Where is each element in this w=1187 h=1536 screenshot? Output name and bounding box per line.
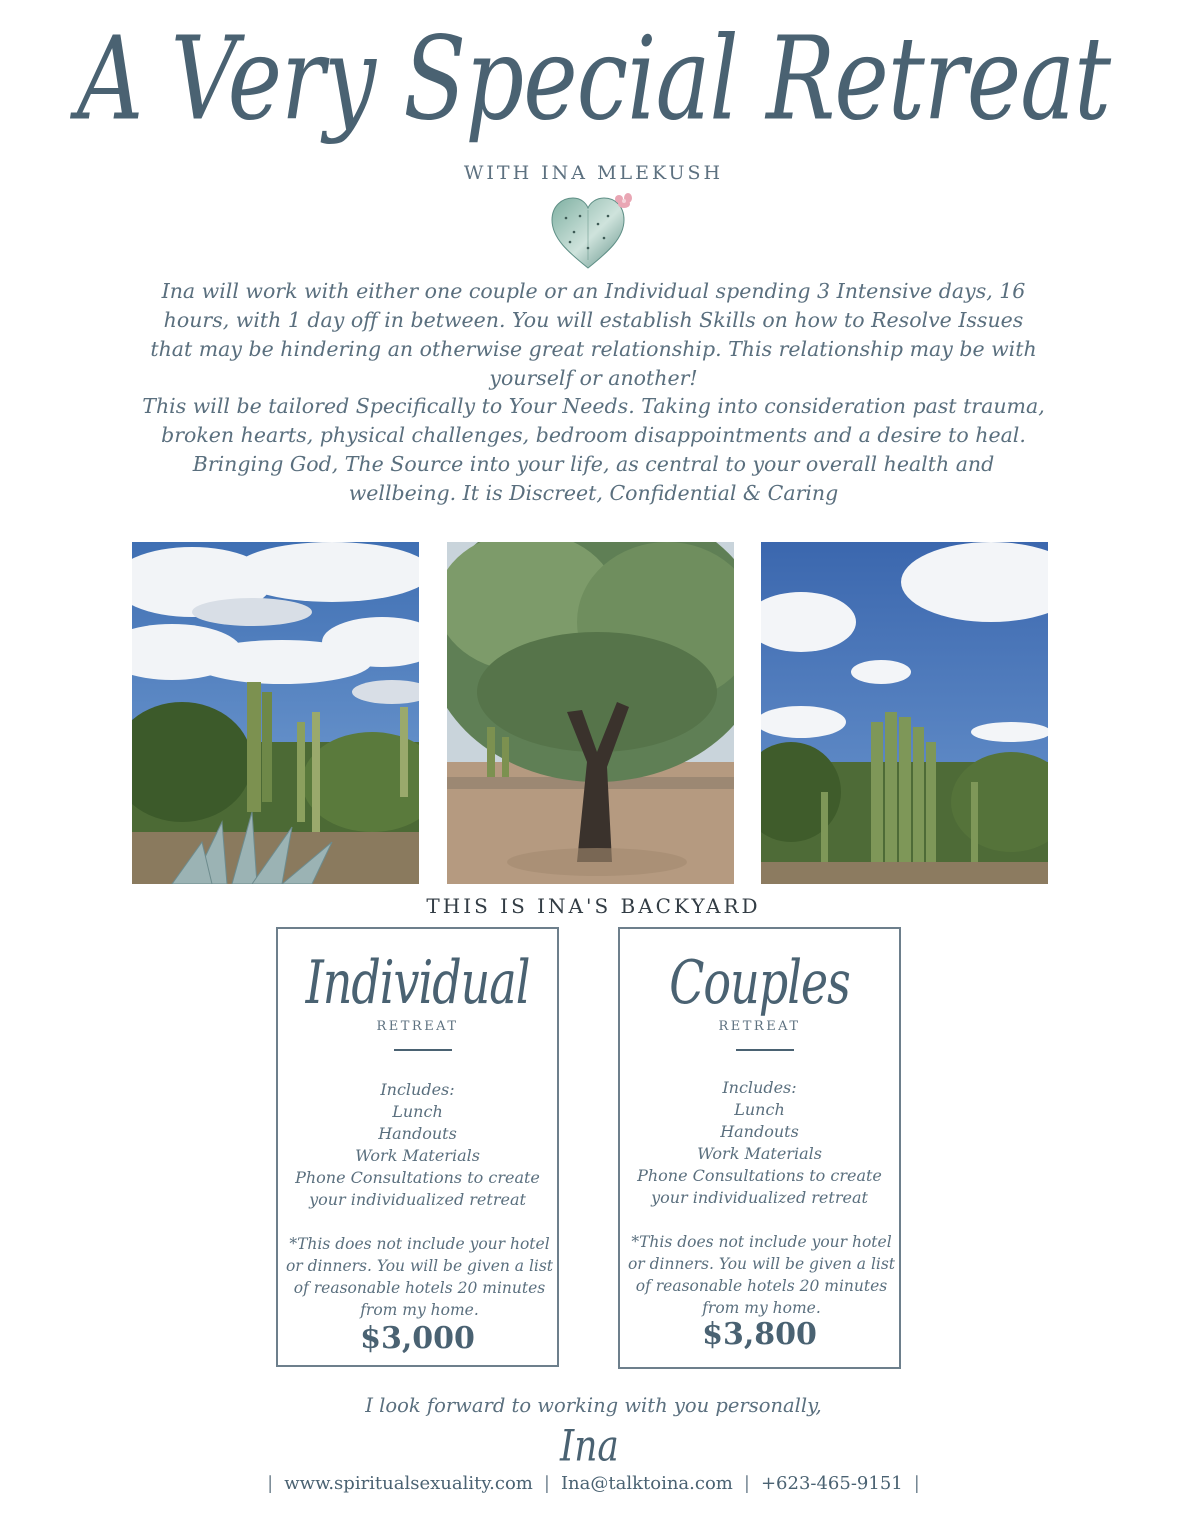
card-note: *This does not include your hotel or dinners. You will be given a list of reasonable hotels 20 minutes from my home. [627,1233,896,1317]
backyard-photo-tree [447,542,734,884]
email-link[interactable]: Ina@talktoina.com [560,1473,733,1494]
includes-item: Phone Consultations to create [637,1166,882,1185]
contact-footer [0,1473,1187,1494]
includes-item: Work Materials [355,1146,480,1165]
card-note: *This does not include your hotel or dinners. You will be given a list of reasonable hotels 20 minutes from my home. [285,1235,554,1319]
cactus-heart-icon [548,190,636,270]
includes-item: Handouts [378,1124,457,1143]
intro-paragraph-1: Ina will work with either one couple or an Individual spending 3 Intensive days, 16 hours, with 1 day off in between. You will establish Skills on how to Resolve Issues that may be hindering an otherwise great relationship. This relationship may be with yourself or another! [150,279,1037,390]
card-title: Couples [669,947,850,1018]
includes-item: Phone Consultations to create [295,1168,540,1187]
footer-separator: | [267,1473,274,1494]
backyard-photo-organ-pipe-cactus [761,542,1048,884]
footer-separator: | [743,1473,750,1494]
card-divider [394,1049,452,1051]
couples-retreat-card [618,927,901,1369]
backyard-photo-cactus-garden [132,542,419,884]
includes-heading: Includes: [722,1078,797,1097]
card-subtitle: RETREAT [718,1019,801,1034]
footer-separator: | [913,1473,920,1494]
card-price: $3,000 [360,1321,475,1356]
includes-item: Work Materials [697,1144,822,1163]
card-price: $3,800 [702,1317,817,1352]
card-title: Individual [305,947,530,1018]
footer-separator: | [543,1473,550,1494]
intro-paragraph-2: This will be tailored Specifically to Your Needs. Taking into consideration past trauma, broken hearts, physical challenges, bedroom disappointments and a desire to heal. Bringing God, The Source into your life, as central to your overall health and wellbeing. It is Discreet, Confidential & Caring [142,394,1045,505]
closing-line: I look forward to working with you personally, [365,1394,822,1417]
includes-heading: Includes: [380,1080,455,1099]
includes-item: Lunch [392,1102,443,1121]
page-title: A Very Special Retreat [76,12,1111,146]
individual-retreat-card [276,927,559,1367]
card-divider [736,1049,794,1051]
page-subtitle: WITH INA MLEKUSH [463,162,724,184]
card-includes-list [620,1077,899,1209]
phone-number[interactable]: +623-465-9151 [760,1473,903,1494]
signature: Ina [560,1422,619,1472]
website-link[interactable]: www.spiritualsexuality.com [284,1473,533,1494]
card-subtitle: RETREAT [376,1019,459,1034]
includes-item: your individualized retreat [309,1190,526,1209]
photo-caption: THIS IS INA'S BACKYARD [426,894,761,918]
includes-item: Handouts [720,1122,799,1141]
includes-item: your individualized retreat [651,1188,868,1207]
card-includes-list [278,1079,557,1211]
includes-item: Lunch [734,1100,785,1119]
